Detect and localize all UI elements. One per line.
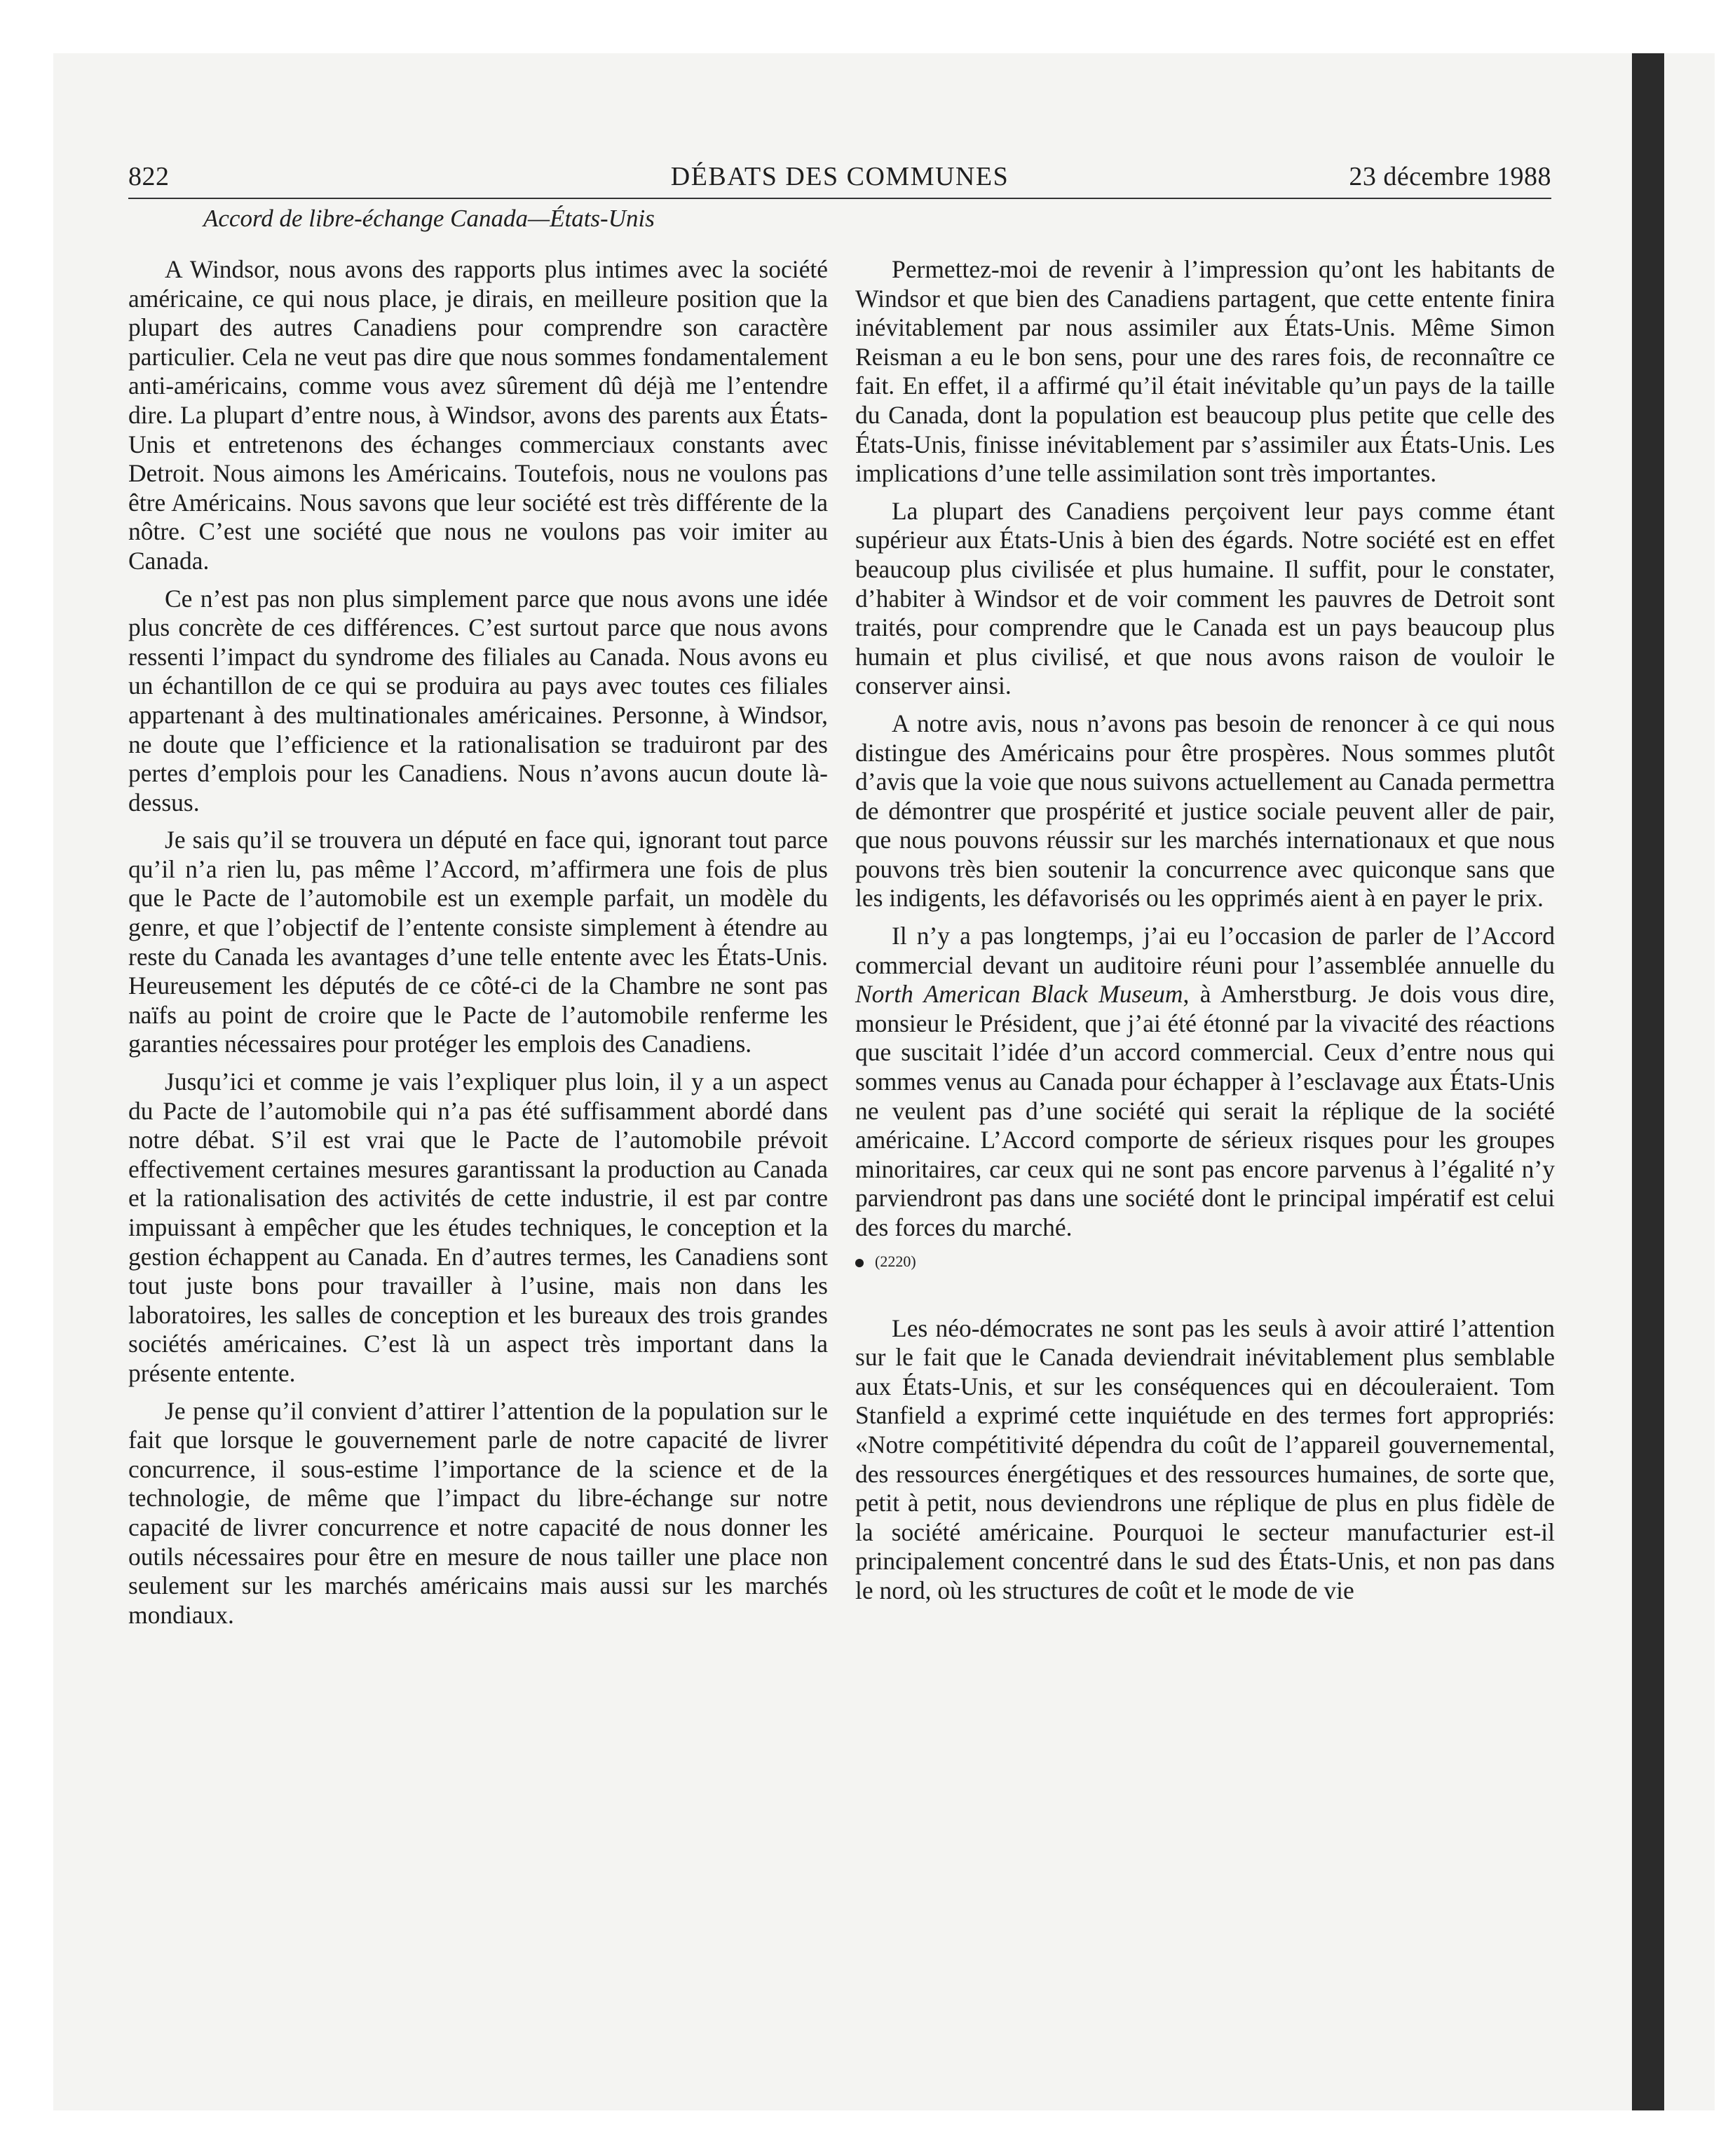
right-column <box>855 255 1555 1614</box>
bullet-icon <box>855 1259 864 1267</box>
museum-name: North American Black Museum <box>855 980 1183 1009</box>
paragraph-text: , à Amherstburg. Je dois vous dire, monsieur le Président, que j’ai été étonné par la vivacité des réactions que suscitait l’idée d’un accord commercial. Ceux d’entre nous qui sommes venus au Canada pour échapper à l’esclavage aux États-Unis ne veulent pas d’une société qui serait la réplique de la société américaine. L’Accord comporte de sérieux risques pour les groupes minoritaires, car ceux qui ne sont pas encore parvenus à l’égalité n’y parviendront pas dans une société dont le principal impératif est celui des forces du marché. <box>855 980 1555 1241</box>
section-subtitle: Accord de libre-échange Canada—États-Unis <box>203 205 655 232</box>
paragraph: Je pense qu’il convient d’attirer l’attention de la population sur le fait que lorsque le gouvernement parle de notre capacité de livrer concurrence, il sous-estime l’importance de la science et de la technologie, de même que l’impact du libre-échange sur notre capacité de livrer concurrence et notre capacité de nous donner les outils nécessaires pour être en mesure de nous tailler une place non seulement sur les marchés américains mais aussi sur les marchés mondiaux. <box>128 1396 828 1629</box>
running-header <box>128 158 1551 199</box>
publication-title: DÉBATS DES COMMUNES <box>670 162 1009 191</box>
paragraph: Permettez-moi de revenir à l’impression qu’ont les habitants de Windsor et que bien des Canadiens partagent, que cette entente finira inévitablement par nous assimiler aux États-Unis. Même Simon Reisman a eu le bon sens, pour une des rares fois, de reconnaître ce fait. En effet, il a affirmé qu’il était inévitable qu’un pays de la taille du Canada, dont la population est beaucoup plus petite que celle des États-Unis, finisse inévitablement par s’assimiler aux États-Unis. Les implications d’une telle assimilation sont très importantes. <box>855 255 1555 488</box>
page-number: 822 <box>128 162 170 191</box>
paragraph: Je sais qu’il se trouvera un député en face qui, ignorant tout parce qu’il n’a rien lu, pas même l’Accord, m’affirmera une fois de plus que le Pacte de l’automobile est un exemple parfait, un modèle du genre, et que l’objectif de l’entente consiste simplement à étendre au reste du Canada les avantages d’une telle entente avec les États-Unis. Heureusement les députés de ce côté-ci de la Chambre ne sont pas naïfs au point de croire que le Pacte de l’automobile renferme les garanties nécessaires pour protéger les emplois des Canadiens. <box>128 826 828 1058</box>
page-edge-shadow <box>1632 53 1664 2110</box>
paragraph: Ce n’est pas non plus simplement parce que nous avons une idée plus concrète de ces différences. C’est surtout parce que nous avons ressenti l’impact du syndrome des filiales au Canada. Nous avons eu un échantillon de ce qui se produira au pays avec toutes ces filiales appartenant à des multinationales américaines. Personne, à Windsor, ne doute que l’efficience et la rationalisation se traduiront par des pertes d’emplois pour les Canadiens. Nous n’avons aucun doute là-dessus. <box>128 584 828 817</box>
paragraph: Les néo-démocrates ne sont pas les seuls à avoir attiré l’attention sur le fait que le Canada deviendrait inévitablement plus semblable aux États-Unis, et sur les conséquences qui en découleraient. Tom Stanfield a exprimé cette inquiétude en des termes fort appropriés: «Notre compétitivité dépendra du coût de l’appareil gouvernemental, des ressources énergétiques et des ressources humaines, de sorte que, petit à petit, nous deviendrons une réplique de plus en plus fidèle de la société américaine. Pourquoi le secteur manufacturier est-il principalement concentré dans le sud des États-Unis, et non pas dans le nord, où les structures de coût et le mode de vie <box>855 1314 1555 1604</box>
paragraph: Jusqu’ici et comme je vais l’expliquer plus loin, il y a un aspect du Pacte de l’automobile qui n’a pas été suffisamment abordé dans notre débat. S’il est vrai que le Pacte de l’automobile prévoit effectivement certaines mesures garantissant la production au Canada et la rationalisation des activités de cette industrie, il est par contre impuissant à empêcher que les études techniques, le conception et la gestion échappent au Canada. En d’autres termes, les Canadiens sont tout juste bons pour travailler à l’usine, mais non dans les laboratoires, les salles de conception et les bureaux des trois grandes sociétés américaines. C’est là un aspect très important dans la présente entente. <box>128 1067 828 1387</box>
paragraph <box>855 922 1555 1243</box>
left-column <box>128 255 828 1638</box>
paragraph: A notre avis, nous n’avons pas besoin de renoncer à ce qui nous distingue des Américains pour être prospères. Nous sommes plutôt d’avis que la voie que nous suivons actuellement au Canada permettra de démontrer que prospérité et justice sociale peuvent aller de pair, que nous pouvons réussir sur les marchés internationaux et que nous pouvons très bien soutenir la concurrence avec quiconque sans que les indigents, les défavorisés ou les opprimés aient à en payer le prix. <box>855 709 1555 913</box>
paragraph: A Windsor, nous avons des rapports plus intimes avec la société américaine, ce qui nous place, je dirais, en meilleure position que la plupart des autres Canadiens pour comprendre son caractère particulier. Cela ne veut pas dire que nous sommes fondamentalement anti-américains, comme vous avez sûrement dû déjà me l’entendre dire. La plupart d’entre nous, à Windsor, avons des parents aux États-Unis et entretenons des échanges commerciaux constants avec Detroit. Nous aimons les Américains. Toutefois, nous ne voulons pas être Américains. Nous savons que leur société est très différente de la nôtre. C’est une société que nous ne voulons pas voir imiter au Canada. <box>128 255 828 575</box>
time-marker <box>855 1253 1555 1271</box>
header-date: 23 décembre 1988 <box>1349 162 1551 191</box>
paragraph: La plupart des Canadiens perçoivent leur pays comme étant supérieur aux États-Unis à bien des égards. Notre société est en effet beaucoup plus civilisée et plus humaine. Il suffit, pour le constater, d’habiter à Windsor et de voir comment les pauvres de Detroit sont traités, pour comprendre que le Canada est un pays beaucoup plus humain et plus civilisé, et que nous avons raison de vouloir le conserver ainsi. <box>855 496 1555 700</box>
time-marker-text: (2220) <box>875 1252 916 1270</box>
paragraph-text: Il n’y a pas longtemps, j’ai eu l’occasion de parler de l’Accord commercial devant un auditoire réuni pour l’assemblée annuelle du <box>855 922 1555 979</box>
